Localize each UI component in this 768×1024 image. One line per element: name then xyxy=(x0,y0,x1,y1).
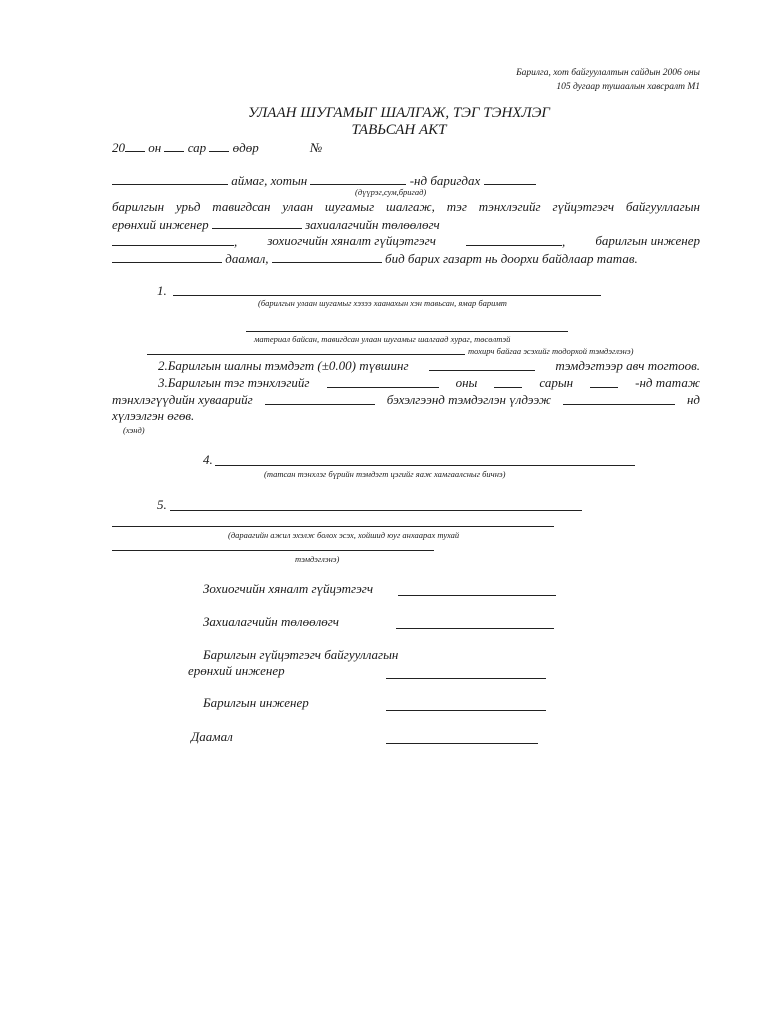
item3-saryn-label: сарын xyxy=(539,375,574,390)
aimag-blank xyxy=(112,172,228,185)
title-line2: ТАВЬСАН АКТ xyxy=(351,122,447,138)
owner-supervisor-blank xyxy=(466,233,562,246)
sig-contractor-line xyxy=(386,678,546,679)
sig-foreman-line xyxy=(386,743,538,744)
item3-hint: (хэнд) xyxy=(123,425,145,435)
item4-blank-line xyxy=(215,465,635,466)
intro-closing: бид барих газарт нь доорхи байдлаар татав. xyxy=(385,251,638,266)
sig-client-rep-label: Захиалагчийн төлөөлөгч xyxy=(203,614,340,629)
client-rep-label: захиалагчийн төлөөлөгч xyxy=(305,217,440,232)
item5-hint-b: тэмдэглэнэ) xyxy=(295,554,340,564)
item1-blank-line-3 xyxy=(147,354,465,355)
item3-ony-label: оны xyxy=(455,375,478,390)
intro-line2 xyxy=(112,216,440,233)
sig-foreman-label: Даамал xyxy=(191,729,233,744)
item5-blank-line-3 xyxy=(112,550,434,551)
nd-barigdah-label: -нд баригдах xyxy=(409,173,481,188)
date-odor-label: өдөр xyxy=(232,140,259,155)
sig-owner-supervisor-label: Зохиогчийн хяналт гүйцэтгэгч xyxy=(203,581,374,596)
item3-axes-blank xyxy=(265,392,375,405)
item3-month-blank xyxy=(494,375,522,388)
intro-line3: , зохиогчийн хяналт гүйцэтгэгч , барилгын инженер xyxy=(112,233,700,250)
item3-text-c: бэхэлгээнд тэмдэглэн үлдээж xyxy=(386,392,551,407)
sig-site-engineer-line xyxy=(386,710,546,711)
sig-site-engineer-label: Барилгын инженер xyxy=(203,695,309,710)
chief-engineer-label: ерөнхий инженер xyxy=(112,217,209,232)
item5-number: 5. xyxy=(157,497,167,512)
item4-number: 4. xyxy=(203,452,213,467)
item1-number: 1. xyxy=(157,283,167,298)
title-line1: УЛААН ШУГАМЫГ ШАЛГАЖ, ТЭГ ТЭНХЛЭГ xyxy=(248,105,550,121)
item1-hint-b: материал байсан, тавигдсан улаан шугамыг шалгаад хураг, төсөлтэй xyxy=(254,334,511,344)
date-year-prefix: 20 xyxy=(112,140,125,155)
site-engineer-label: барилгын инженер xyxy=(595,233,700,248)
item1-blank-line-2 xyxy=(246,331,568,332)
owner-supervisor-label: зохиогчийн хяналт гүйцэтгэгч xyxy=(267,233,436,248)
district-blank xyxy=(310,172,406,185)
item3-line1 xyxy=(158,375,700,391)
foreman-label: даамал, xyxy=(225,251,269,266)
intro-line1: барилгын урьд тавигдсан улаан шугамыг шалгаж, тэг тэнхлэгийг гүйцэтгэгч байгууллагын xyxy=(112,199,700,214)
date-number-sign: № xyxy=(309,140,323,155)
sig-client-rep-line xyxy=(396,628,554,629)
header-note-line2: 105 дугаар тушаалын хавсралт М1 xyxy=(556,82,700,92)
intro-line4 xyxy=(112,250,638,267)
header-note-line1: Барилга, хот байгуулалтын сайдын 2006 оны xyxy=(516,68,700,78)
foreman-blank xyxy=(272,250,382,263)
item1-hint-a: (барилгын улаан шугамыг хэзээ хаанахын хэн тавьсан, ямар баримт xyxy=(258,298,507,308)
item3-text-d: хүлээлгэн өгөв. xyxy=(112,408,195,423)
date-year-blank xyxy=(125,139,145,152)
item3-nd-label: -нд татаж xyxy=(635,375,700,390)
date-month-blank xyxy=(164,139,184,152)
chief-engineer-blank xyxy=(212,216,302,229)
date-day-blank xyxy=(209,139,229,152)
item3-text-a: 3.Барилгын тэг тэнхлэгийг xyxy=(158,375,310,390)
item2-line xyxy=(158,358,700,374)
sig-contractor-label-2: ерөнхий инженер xyxy=(188,663,285,678)
aimag-line xyxy=(112,172,536,189)
item3-nd2-label: нд xyxy=(686,392,700,407)
item2-end: тэмдэгтээр авч тогтоов. xyxy=(555,358,700,373)
item1-hint-c: тохирч байгаа эсэхийг тодорхой тэмдэглэнэ) xyxy=(468,346,634,356)
date-on-label: он xyxy=(148,140,162,155)
item3-text-b: тэнхлэгүүдийн хуваарийг xyxy=(112,392,253,407)
item3-date-blank xyxy=(327,375,439,388)
date-sar-label: сар xyxy=(187,140,207,155)
date-line xyxy=(112,139,322,156)
item5-blank-line-1 xyxy=(170,510,582,511)
sig-owner-supervisor-line xyxy=(398,595,556,596)
item5-hint-a: (дараагийн ажил эхэлж болох эсэх, хойшид юуг анхаарах тухай xyxy=(228,530,460,540)
district-hint: (дүүрэг,сум,бригад) xyxy=(355,187,427,197)
client-rep-blank xyxy=(112,233,234,246)
building-blank xyxy=(484,172,536,185)
item2-text: 2.Барилгын шалны тэмдэгт (±0.00) түвшинг xyxy=(158,358,409,373)
item2-blank xyxy=(429,358,535,371)
item3-day-blank xyxy=(590,375,618,388)
site-engineer-blank xyxy=(112,250,222,263)
aimag-label: аймаг, хотын xyxy=(231,173,308,188)
item4-hint: (татсан тэнхлэг бүрийн тэмдэгт цэгийг яаж хамгаалсныг бичнэ) xyxy=(264,469,506,479)
item3-recipient-blank xyxy=(563,392,675,405)
sig-contractor-label-1: Барилгын гүйцэтгэгч байгууллагын xyxy=(203,647,399,662)
item5-blank-line-2 xyxy=(112,526,554,527)
item3-line2 xyxy=(112,392,700,408)
item1-blank-line xyxy=(173,295,601,296)
